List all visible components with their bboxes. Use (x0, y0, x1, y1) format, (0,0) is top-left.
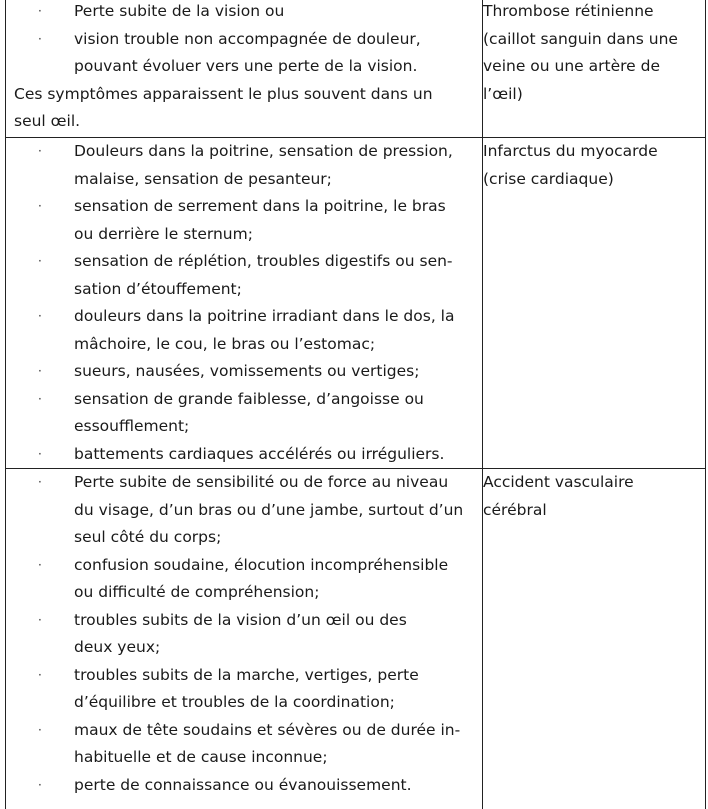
symptom-text-line: malaise, sensation de pesanteur; (74, 166, 482, 194)
symptom-text-line: maux de tête soudains et sévères ou de durée in- (74, 717, 482, 745)
symptom-note (6, 81, 482, 136)
symptom-item (6, 441, 482, 469)
bullet-dot-icon: · (38, 772, 42, 800)
condition-text-line: veine ou une artère de (483, 53, 705, 81)
symptom-item (6, 717, 482, 772)
condition-text-line: l’œil) (483, 81, 705, 109)
symptom-text-line: d’équilibre et troubles de la coordination; (74, 689, 482, 717)
bullet-dot-icon: · (38, 469, 42, 497)
symptom-text-line: Perte subite de la vision ou (74, 0, 482, 26)
condition-cell (483, 469, 706, 809)
symptom-text-line: sation d’étouffement; (74, 276, 482, 304)
symptom-list (6, 138, 482, 468)
symptom-text-line: vision trouble non accompagnée de douleur, (74, 26, 482, 54)
bullet-dot-icon: · (38, 717, 42, 745)
symptom-list (6, 469, 482, 799)
symptom-text-line: troubles subits de la marche, vertiges, perte (74, 662, 482, 690)
symptom-text-line: seul côté du corps; (74, 524, 482, 552)
table-row (6, 469, 706, 809)
bullet-dot-icon: · (38, 662, 42, 690)
symptom-item (6, 386, 482, 441)
bullet-dot-icon: · (38, 552, 42, 580)
bullet-dot-icon: · (38, 303, 42, 331)
symptom-text-line: pouvant évoluer vers une perte de la vision. (74, 53, 482, 81)
symptom-text-line: douleurs dans la poitrine irradiant dans le dos, la (74, 303, 482, 331)
symptom-item (6, 358, 482, 386)
note-text-line: seul œil. (14, 108, 482, 136)
symptom-text-line: sensation de serrement dans la poitrine, le bras (74, 193, 482, 221)
condition-text-line: (caillot sanguin dans une (483, 26, 705, 54)
condition-text-line: Infarctus du myocarde (483, 138, 705, 166)
symptoms-cell (6, 138, 483, 469)
symptom-text-line: battements cardiaques accélérés ou irréguliers. (74, 441, 482, 469)
symptom-text-line: ou derrière le sternum; (74, 221, 482, 249)
symptom-text-line: confusion soudaine, élocution incompréhensible (74, 552, 482, 580)
symptoms-table (5, 0, 706, 809)
symptom-item (6, 138, 482, 193)
bullet-dot-icon: · (38, 138, 42, 166)
symptoms-cell (6, 469, 483, 809)
bullet-dot-icon: · (38, 26, 42, 54)
condition-text-line: (crise cardiaque) (483, 166, 705, 194)
symptom-item (6, 26, 482, 81)
symptom-text-line: ou difficulté de compréhension; (74, 579, 482, 607)
condition-text-line: Thrombose rétinienne (483, 0, 705, 26)
symptom-text-line: habituelle et de cause inconnue; (74, 744, 482, 772)
symptom-item (6, 772, 482, 800)
bullet-dot-icon: · (38, 386, 42, 414)
symptom-list (6, 0, 482, 81)
symptom-item (6, 469, 482, 552)
symptom-item (6, 303, 482, 358)
condition-text-line: Accident vasculaire (483, 469, 705, 497)
symptom-text-line: sueurs, nausées, vomissements ou vertiges; (74, 358, 482, 386)
symptom-text-line: Perte subite de sensibilité ou de force au niveau (74, 469, 482, 497)
bullet-dot-icon: · (38, 441, 42, 469)
symptom-item (6, 0, 482, 26)
symptom-text-line: sensation de réplétion, troubles digestifs ou sen- (74, 248, 482, 276)
symptom-item (6, 552, 482, 607)
bullet-dot-icon: · (38, 358, 42, 386)
symptom-text-line: du visage, d’un bras ou d’une jambe, surtout d’un (74, 497, 482, 525)
bullet-dot-icon: · (38, 193, 42, 221)
symptom-item (6, 248, 482, 303)
symptom-text-line: mâchoire, le cou, le bras ou l’estomac; (74, 331, 482, 359)
symptom-item (6, 662, 482, 717)
table-row (6, 138, 706, 469)
bullet-dot-icon: · (38, 248, 42, 276)
bullet-dot-icon: · (38, 607, 42, 635)
symptom-item (6, 193, 482, 248)
note-text-line: Ces symptômes apparaissent le plus souvent dans un (14, 81, 482, 109)
table-body (6, 0, 706, 809)
symptom-text-line: essoufflement; (74, 413, 482, 441)
symptom-item (6, 607, 482, 662)
symptom-text-line: sensation de grande faiblesse, d’angoisse ou (74, 386, 482, 414)
condition-cell (483, 0, 706, 138)
symptom-text-line: troubles subits de la vision d’un œil ou des (74, 607, 482, 635)
condition-text-line: cérébral (483, 497, 705, 525)
bullet-dot-icon: · (38, 0, 42, 26)
symptoms-cell (6, 0, 483, 138)
symptom-text-line: Douleurs dans la poitrine, sensation de pression, (74, 138, 482, 166)
table-row (6, 0, 706, 138)
symptom-text-line: perte de connaissance ou évanouissement. (74, 772, 482, 800)
symptom-text-line: deux yeux; (74, 634, 482, 662)
condition-cell (483, 138, 706, 469)
